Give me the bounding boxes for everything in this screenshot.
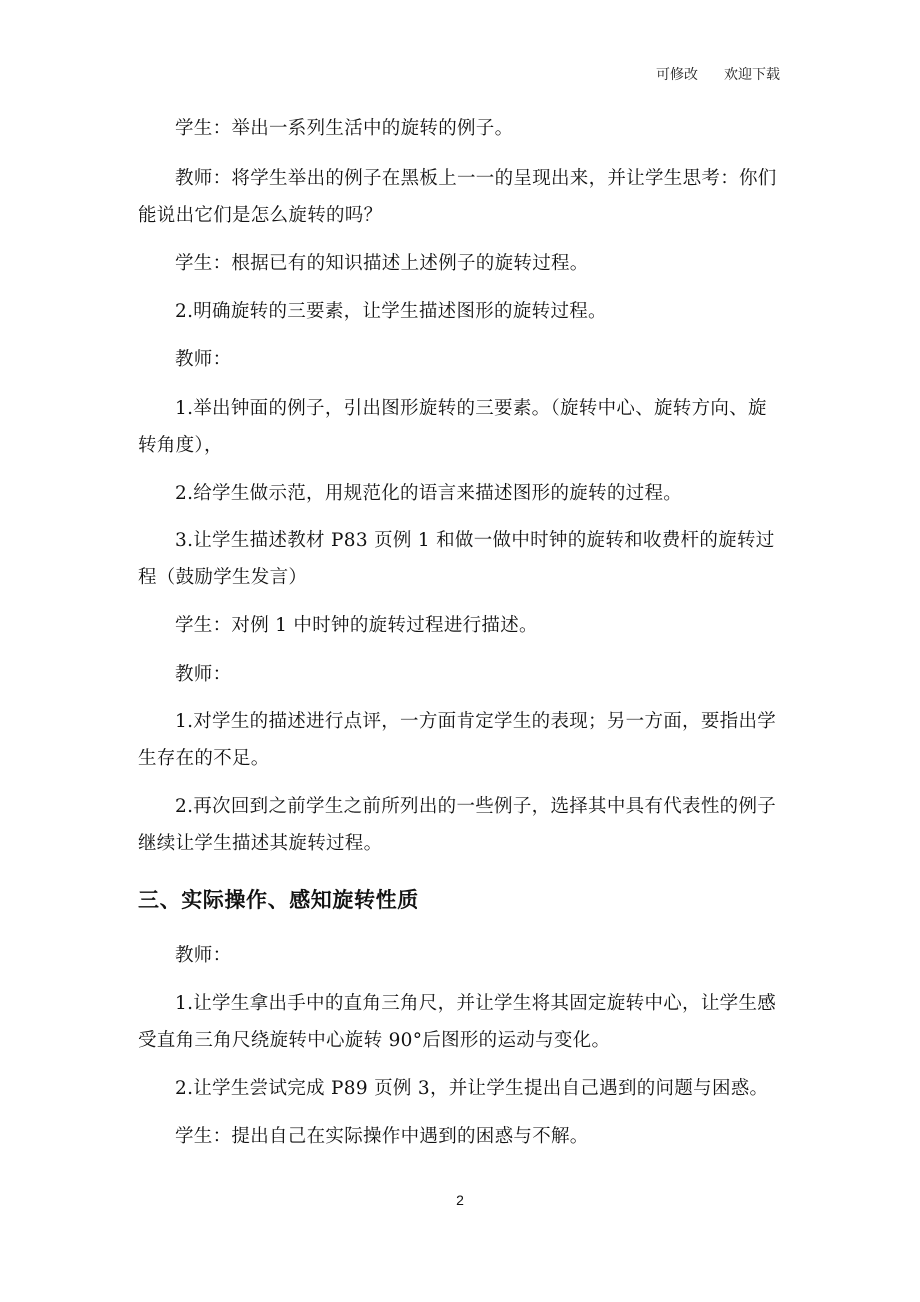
paragraph: 2.再次回到之前学生之前所列出的一些例子，选择其中具有代表性的例子继续让学生描述其旋转过程。 <box>138 796 777 854</box>
header-download-label: 欢迎下载 <box>724 67 780 83</box>
header-editable-label: 可修改 <box>656 67 698 83</box>
page-header <box>656 64 780 84</box>
paragraph: 2.给学生做示范，用规范化的语言来描述图形的旋转的过程。 <box>175 483 683 504</box>
paragraph: 教师：将学生举出的例子在黑板上一一的呈现出来，并让学生思考：你们能说出它们是怎么旋转的吗？ <box>138 168 777 226</box>
paragraph: 2.明确旋转的三要素，让学生描述图形的旋转过程。 <box>175 301 607 322</box>
paragraph: 学生：对例 1 中时钟的旋转过程进行描述。 <box>175 615 538 636</box>
paragraph: 教师： <box>175 664 232 685</box>
paragraph: 1.让学生拿出手中的直角三角尺，并让学生将其固定旋转中心，让学生感受直角三角尺绕旋转中心旋转 90°后图形的运动与变化。 <box>138 993 777 1051</box>
paragraph: 学生：提出自己在实际操作中遇到的困惑与不解。 <box>175 1126 589 1147</box>
paragraph: 1.举出钟面的例子，引出图形旋转的三要素。（旋转中心、旋转方向、旋转角度）， <box>138 398 767 456</box>
paragraph: 3.让学生描述教材 P83 页例 1 和做一做中时钟的旋转和收费杆的旋转过程（鼓励学生发言） <box>138 530 775 588</box>
page-number: 2 <box>456 1192 464 1208</box>
paragraph: 教师： <box>175 945 232 966</box>
paragraph: 学生：根据已有的知识描述上述例子的旋转过程。 <box>175 253 589 274</box>
paragraph: 学生：举出一系列生活中的旋转的例子。 <box>175 118 514 139</box>
paragraph: 教师： <box>175 349 232 370</box>
paragraph: 2.让学生尝试完成 P89 页例 3，并让学生提出自己遇到的问题与困惑。 <box>175 1078 769 1099</box>
paragraph: 1.对学生的描述进行点评，一方面肯定学生的表现；另一方面，要指出学生存在的不足。 <box>138 711 777 769</box>
section-heading: 三、实际操作、感知旋转性质 <box>138 888 419 912</box>
